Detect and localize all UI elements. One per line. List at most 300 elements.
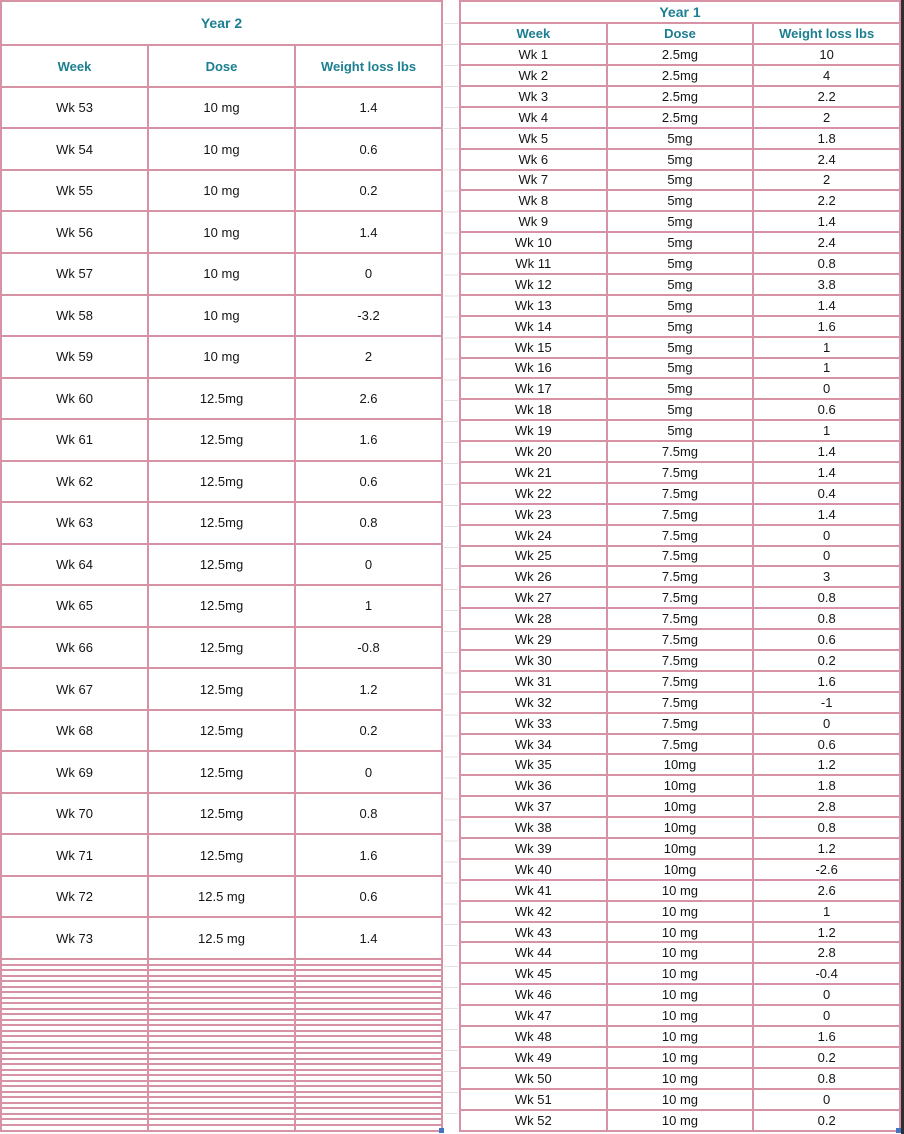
table-cell[interactable]: 2.2 bbox=[753, 190, 900, 211]
table-cell[interactable]: Wk 14 bbox=[460, 316, 607, 337]
table-cell[interactable]: 7.5mg bbox=[607, 566, 754, 587]
table-row bbox=[1, 170, 442, 212]
table-cell[interactable]: 1.4 bbox=[295, 917, 442, 959]
table-row bbox=[460, 650, 900, 671]
table-row bbox=[460, 253, 900, 274]
table-cell[interactable]: 7.5mg bbox=[607, 713, 754, 734]
table-row bbox=[1, 378, 442, 420]
table-cell[interactable]: Wk 65 bbox=[1, 585, 148, 627]
table-title-row bbox=[460, 1, 900, 23]
table-cell[interactable]: 0.6 bbox=[753, 734, 900, 755]
table-cell[interactable]: Wk 62 bbox=[1, 461, 148, 503]
table-cell[interactable]: Wk 15 bbox=[460, 337, 607, 358]
table-cell[interactable]: Wk 64 bbox=[1, 544, 148, 586]
table-cell[interactable]: Wk 18 bbox=[460, 399, 607, 420]
table-row bbox=[1, 544, 442, 586]
table-row bbox=[1, 419, 442, 461]
table-row bbox=[460, 525, 900, 546]
table-cell[interactable]: 0 bbox=[753, 984, 900, 1005]
table-row bbox=[460, 901, 900, 922]
empty-table-cell[interactable] bbox=[295, 1125, 442, 1131]
column-header-cell[interactable]: Dose bbox=[148, 45, 295, 87]
table-cell[interactable]: 2.5mg bbox=[607, 44, 754, 65]
table-cell[interactable]: 5mg bbox=[607, 378, 754, 399]
table-cell[interactable]: 0 bbox=[753, 1089, 900, 1110]
table-cell[interactable]: 12.5mg bbox=[148, 502, 295, 544]
table-title-row bbox=[1, 1, 442, 45]
table-cell[interactable]: 1.4 bbox=[753, 441, 900, 462]
table-cell[interactable]: 0.2 bbox=[295, 710, 442, 752]
table-row bbox=[460, 44, 900, 65]
table-row bbox=[460, 859, 900, 880]
table-cell[interactable]: Wk 22 bbox=[460, 483, 607, 504]
table-cell[interactable]: 0 bbox=[753, 525, 900, 546]
table-cell[interactable]: Wk 68 bbox=[1, 710, 148, 752]
table-cell[interactable]: 7.5mg bbox=[607, 692, 754, 713]
table-row bbox=[460, 922, 900, 943]
table-cell[interactable]: 2.5mg bbox=[607, 65, 754, 86]
table-cell[interactable]: Wk 4 bbox=[460, 107, 607, 128]
table-cell[interactable]: 5mg bbox=[607, 358, 754, 379]
table-row bbox=[460, 399, 900, 420]
table-row bbox=[1, 917, 442, 959]
table-row bbox=[460, 211, 900, 232]
table-cell[interactable]: 10 mg bbox=[607, 880, 754, 901]
table-cell[interactable]: 0 bbox=[295, 751, 442, 793]
column-header-cell[interactable]: Dose bbox=[607, 23, 754, 44]
table-row bbox=[460, 504, 900, 525]
table-cell[interactable]: 10 mg bbox=[607, 1110, 754, 1131]
table-cell[interactable]: 12.5mg bbox=[148, 793, 295, 835]
table-cell[interactable]: Wk 12 bbox=[460, 274, 607, 295]
table-cell[interactable]: 1.4 bbox=[753, 211, 900, 232]
table-cell[interactable]: Wk 35 bbox=[460, 754, 607, 775]
table-header-row bbox=[460, 23, 900, 44]
table-cell[interactable]: 1.6 bbox=[295, 419, 442, 461]
table-row bbox=[1, 128, 442, 170]
table-cell[interactable]: 0.4 bbox=[753, 483, 900, 504]
table-row bbox=[460, 358, 900, 379]
table-cell[interactable]: Wk 45 bbox=[460, 963, 607, 984]
sheet-gridlines bbox=[444, 3, 458, 1132]
table-row bbox=[1, 834, 442, 876]
table-cell[interactable]: 2.8 bbox=[753, 796, 900, 817]
table-cell[interactable]: 12.5mg bbox=[148, 668, 295, 710]
table-cell[interactable]: -0.4 bbox=[753, 963, 900, 984]
table-cell[interactable]: Wk 8 bbox=[460, 190, 607, 211]
table-cell[interactable]: Wk 49 bbox=[460, 1047, 607, 1068]
table-cell[interactable]: Wk 2 bbox=[460, 65, 607, 86]
table-header-row bbox=[1, 45, 442, 87]
table-cell[interactable]: Wk 26 bbox=[460, 566, 607, 587]
table-cell[interactable]: Wk 17 bbox=[460, 378, 607, 399]
table-cell[interactable]: 5mg bbox=[607, 232, 754, 253]
table-cell[interactable]: 5mg bbox=[607, 170, 754, 191]
table-cell[interactable]: 10 mg bbox=[607, 963, 754, 984]
table-cell[interactable]: Wk 36 bbox=[460, 775, 607, 796]
table-cell[interactable]: Wk 70 bbox=[1, 793, 148, 835]
empty-table-row bbox=[1, 1125, 442, 1131]
table-cell[interactable]: Wk 67 bbox=[1, 668, 148, 710]
table-row bbox=[460, 1026, 900, 1047]
table-cell[interactable]: Wk 44 bbox=[460, 942, 607, 963]
table-cell[interactable]: 2.6 bbox=[753, 880, 900, 901]
table-cell[interactable]: 5mg bbox=[607, 253, 754, 274]
table-row bbox=[460, 692, 900, 713]
table-cell[interactable]: 10 mg bbox=[148, 336, 295, 378]
table-cell[interactable]: 1 bbox=[753, 358, 900, 379]
table-cell[interactable]: 1.4 bbox=[753, 504, 900, 525]
column-header-cell[interactable]: Week bbox=[1, 45, 148, 87]
table-cell[interactable]: 10 mg bbox=[148, 211, 295, 253]
table-row bbox=[460, 1068, 900, 1089]
table-cell[interactable]: Wk 33 bbox=[460, 713, 607, 734]
table-cell[interactable]: 10mg bbox=[607, 838, 754, 859]
table-cell[interactable]: Wk 16 bbox=[460, 358, 607, 379]
table-cell[interactable]: -0.8 bbox=[295, 627, 442, 669]
table-cell[interactable]: Wk 73 bbox=[1, 917, 148, 959]
table-cell[interactable]: 12.5 mg bbox=[148, 876, 295, 918]
table-cell[interactable]: 12.5mg bbox=[148, 627, 295, 669]
table-cell[interactable]: 2 bbox=[753, 107, 900, 128]
table-cell[interactable]: Wk 48 bbox=[460, 1026, 607, 1047]
table-cell[interactable]: Wk 37 bbox=[460, 796, 607, 817]
table-cell[interactable]: 0.2 bbox=[753, 1110, 900, 1131]
table-cell[interactable]: 7.5mg bbox=[607, 504, 754, 525]
table-cell[interactable]: 7.5mg bbox=[607, 441, 754, 462]
table-cell[interactable]: 5mg bbox=[607, 274, 754, 295]
table-cell[interactable]: 10 mg bbox=[148, 253, 295, 295]
table-row bbox=[460, 420, 900, 441]
table-cell[interactable]: 2.4 bbox=[753, 149, 900, 170]
empty-table-cell[interactable] bbox=[1, 1125, 148, 1131]
table-cell[interactable]: 12.5mg bbox=[148, 378, 295, 420]
table-cell[interactable]: 10 mg bbox=[607, 1047, 754, 1068]
table-cell[interactable]: 0.8 bbox=[295, 502, 442, 544]
table-cell[interactable]: Wk 3 bbox=[460, 86, 607, 107]
table-row bbox=[460, 587, 900, 608]
table-cell[interactable]: 1 bbox=[295, 585, 442, 627]
table-cell[interactable]: Wk 47 bbox=[460, 1005, 607, 1026]
table-row bbox=[460, 963, 900, 984]
table-cell[interactable]: Wk 5 bbox=[460, 128, 607, 149]
table-cell[interactable]: 5mg bbox=[607, 211, 754, 232]
table-cell[interactable]: 1 bbox=[753, 337, 900, 358]
table-cell[interactable]: 1.4 bbox=[295, 211, 442, 253]
table-row bbox=[460, 754, 900, 775]
table-row bbox=[460, 713, 900, 734]
table-cell[interactable]: Wk 72 bbox=[1, 876, 148, 918]
table-cell[interactable]: Wk 38 bbox=[460, 817, 607, 838]
table-row bbox=[460, 1110, 900, 1131]
table-cell[interactable]: 4 bbox=[753, 65, 900, 86]
table-cell[interactable]: 1 bbox=[753, 901, 900, 922]
table-cell[interactable]: 1.6 bbox=[753, 1026, 900, 1047]
table-cell[interactable]: Wk 23 bbox=[460, 504, 607, 525]
table-cell[interactable]: 0.2 bbox=[753, 1047, 900, 1068]
table-cell[interactable]: 10 mg bbox=[148, 87, 295, 129]
table-row bbox=[460, 462, 900, 483]
table-cell[interactable]: 0 bbox=[753, 378, 900, 399]
table-row bbox=[460, 880, 900, 901]
table-cell[interactable]: 7.5mg bbox=[607, 734, 754, 755]
table-cell[interactable]: Wk 1 bbox=[460, 44, 607, 65]
table-row bbox=[460, 86, 900, 107]
table-cell[interactable]: Wk 50 bbox=[460, 1068, 607, 1089]
table-row bbox=[1, 876, 442, 918]
table-cell[interactable]: 5mg bbox=[607, 190, 754, 211]
table-cell[interactable]: 5mg bbox=[607, 149, 754, 170]
table-row bbox=[460, 107, 900, 128]
table-cell[interactable]: 0.6 bbox=[295, 461, 442, 503]
table-cell[interactable]: 10 mg bbox=[607, 922, 754, 943]
table-cell[interactable]: 7.5mg bbox=[607, 650, 754, 671]
table-cell[interactable]: 1.2 bbox=[753, 922, 900, 943]
table-cell[interactable]: Wk 43 bbox=[460, 922, 607, 943]
table-cell[interactable]: 5mg bbox=[607, 128, 754, 149]
table-cell[interactable]: Wk 31 bbox=[460, 671, 607, 692]
table-cell[interactable]: 12.5mg bbox=[148, 419, 295, 461]
table-cell[interactable]: Wk 13 bbox=[460, 295, 607, 316]
table-row bbox=[1, 336, 442, 378]
table-cell[interactable]: Wk 57 bbox=[1, 253, 148, 295]
table-cell[interactable]: 0.8 bbox=[753, 608, 900, 629]
table-cell[interactable]: 10 mg bbox=[607, 984, 754, 1005]
table-cell[interactable]: Wk 46 bbox=[460, 984, 607, 1005]
table-cell[interactable]: 10 mg bbox=[607, 901, 754, 922]
table-cell[interactable]: Wk 52 bbox=[460, 1110, 607, 1131]
table-row bbox=[460, 378, 900, 399]
table-cell[interactable]: 2.8 bbox=[753, 942, 900, 963]
table-cell[interactable]: 0 bbox=[753, 1005, 900, 1026]
table-cell[interactable]: Wk 69 bbox=[1, 751, 148, 793]
table-cell[interactable]: Wk 10 bbox=[460, 232, 607, 253]
table-cell[interactable]: 2.4 bbox=[753, 232, 900, 253]
table-cell[interactable]: 2.5mg bbox=[607, 107, 754, 128]
table-cell[interactable]: 0.8 bbox=[753, 587, 900, 608]
table-row bbox=[460, 546, 900, 567]
table-row bbox=[460, 170, 900, 191]
column-header-cell[interactable]: Weight loss lbs bbox=[295, 45, 442, 87]
table-cell[interactable]: 1.6 bbox=[753, 316, 900, 337]
table-cell[interactable]: 10 mg bbox=[148, 128, 295, 170]
table-row bbox=[1, 502, 442, 544]
table-cell[interactable]: 7.5mg bbox=[607, 629, 754, 650]
table-cell[interactable]: 0.8 bbox=[753, 817, 900, 838]
table-cell[interactable]: 2.5mg bbox=[607, 86, 754, 107]
table-row bbox=[1, 295, 442, 337]
table-cell[interactable]: 2 bbox=[753, 170, 900, 191]
table-cell[interactable]: Wk 34 bbox=[460, 734, 607, 755]
table-cell[interactable]: 5mg bbox=[607, 399, 754, 420]
empty-table-cell[interactable] bbox=[148, 1125, 295, 1131]
table-row bbox=[460, 629, 900, 650]
table-cell[interactable]: 10 mg bbox=[607, 1068, 754, 1089]
table-cell[interactable]: 12.5mg bbox=[148, 710, 295, 752]
table-cell[interactable]: Wk 53 bbox=[1, 87, 148, 129]
table-row bbox=[460, 441, 900, 462]
table-row bbox=[460, 65, 900, 86]
table-cell[interactable]: 12.5 mg bbox=[148, 917, 295, 959]
table-row bbox=[1, 87, 442, 129]
table-cell[interactable]: Wk 59 bbox=[1, 336, 148, 378]
table-cell[interactable]: Wk 42 bbox=[460, 901, 607, 922]
table-cell[interactable]: Wk 29 bbox=[460, 629, 607, 650]
table-cell[interactable]: 1 bbox=[753, 420, 900, 441]
table-cell[interactable]: 1.6 bbox=[295, 834, 442, 876]
table-cell[interactable]: 0.6 bbox=[753, 629, 900, 650]
table-cell[interactable]: 12.5mg bbox=[148, 461, 295, 503]
table-cell[interactable]: 0.8 bbox=[753, 253, 900, 274]
table-cell[interactable]: -3.2 bbox=[295, 295, 442, 337]
table-row bbox=[460, 1047, 900, 1068]
table-cell[interactable]: 10mg bbox=[607, 817, 754, 838]
table-cell[interactable]: 10mg bbox=[607, 754, 754, 775]
table-cell[interactable]: Wk 19 bbox=[460, 420, 607, 441]
table-cell[interactable]: Wk 39 bbox=[460, 838, 607, 859]
table-cell[interactable]: Wk 11 bbox=[460, 253, 607, 274]
table-cell[interactable]: 2 bbox=[295, 336, 442, 378]
table-cell[interactable]: Wk 40 bbox=[460, 859, 607, 880]
table-cell[interactable]: 0.2 bbox=[753, 650, 900, 671]
table-cell[interactable]: 12.5mg bbox=[148, 544, 295, 586]
table-cell[interactable]: 3 bbox=[753, 566, 900, 587]
table-cell[interactable]: 5mg bbox=[607, 420, 754, 441]
table-cell[interactable]: Wk 63 bbox=[1, 502, 148, 544]
table-cell[interactable]: 10 mg bbox=[607, 942, 754, 963]
table-cell[interactable]: 1.8 bbox=[753, 775, 900, 796]
table-row bbox=[460, 190, 900, 211]
table-cell[interactable]: Wk 55 bbox=[1, 170, 148, 212]
table-cell[interactable]: 1.4 bbox=[753, 295, 900, 316]
table-cell[interactable]: Wk 30 bbox=[460, 650, 607, 671]
table-cell[interactable]: Wk 61 bbox=[1, 419, 148, 461]
table-cell[interactable]: 0.8 bbox=[295, 793, 442, 835]
table-cell[interactable]: Wk 51 bbox=[460, 1089, 607, 1110]
table-cell[interactable]: 12.5mg bbox=[148, 585, 295, 627]
table-cell[interactable]: 2.6 bbox=[295, 378, 442, 420]
table-row bbox=[460, 149, 900, 170]
fill-handle-year2-table[interactable] bbox=[439, 1128, 444, 1133]
table-cell[interactable]: 0.6 bbox=[295, 876, 442, 918]
table-title-cell[interactable]: Year 1 bbox=[460, 1, 900, 23]
table-cell[interactable]: Wk 54 bbox=[1, 128, 148, 170]
table-row bbox=[1, 751, 442, 793]
table-cell[interactable]: 1.6 bbox=[753, 671, 900, 692]
table-cell[interactable]: 7.5mg bbox=[607, 525, 754, 546]
column-header-cell[interactable]: Week bbox=[460, 23, 607, 44]
table-cell[interactable]: -2.6 bbox=[753, 859, 900, 880]
table-row bbox=[460, 942, 900, 963]
table-row bbox=[1, 253, 442, 295]
table-cell[interactable]: 7.5mg bbox=[607, 587, 754, 608]
table-cell[interactable]: 7.5mg bbox=[607, 671, 754, 692]
table-cell[interactable]: 0.2 bbox=[295, 170, 442, 212]
table-cell[interactable]: 0.6 bbox=[753, 399, 900, 420]
table-cell[interactable]: 0.8 bbox=[753, 1068, 900, 1089]
table-cell[interactable]: 10 mg bbox=[148, 295, 295, 337]
table-cell[interactable]: Wk 6 bbox=[460, 149, 607, 170]
table-cell[interactable]: Wk 41 bbox=[460, 880, 607, 901]
table-cell[interactable]: 10 mg bbox=[607, 1089, 754, 1110]
table-row bbox=[1, 461, 442, 503]
table-cell[interactable]: 0 bbox=[295, 253, 442, 295]
table-cell[interactable]: 10 bbox=[753, 44, 900, 65]
table-cell[interactable]: 12.5mg bbox=[148, 834, 295, 876]
table-row bbox=[460, 671, 900, 692]
table-cell[interactable]: 10mg bbox=[607, 775, 754, 796]
table-row bbox=[460, 483, 900, 504]
table-cell[interactable]: 10mg bbox=[607, 859, 754, 880]
table-cell[interactable]: Wk 20 bbox=[460, 441, 607, 462]
table-cell[interactable]: Wk 24 bbox=[460, 525, 607, 546]
table-cell[interactable]: 7.5mg bbox=[607, 462, 754, 483]
table-cell[interactable]: 7.5mg bbox=[607, 546, 754, 567]
table-cell[interactable]: Wk 21 bbox=[460, 462, 607, 483]
table-row bbox=[460, 337, 900, 358]
table-cell[interactable]: 1.2 bbox=[753, 754, 900, 775]
table-cell[interactable]: Wk 60 bbox=[1, 378, 148, 420]
table-cell[interactable]: 1.2 bbox=[753, 838, 900, 859]
table-cell[interactable]: 10 mg bbox=[148, 170, 295, 212]
table-cell[interactable]: Wk 25 bbox=[460, 546, 607, 567]
table-cell[interactable]: 1.4 bbox=[295, 87, 442, 129]
table-cell[interactable]: Wk 28 bbox=[460, 608, 607, 629]
table-cell[interactable]: 10 mg bbox=[607, 1005, 754, 1026]
table-cell[interactable]: 0 bbox=[295, 544, 442, 586]
table-cell[interactable]: Wk 71 bbox=[1, 834, 148, 876]
table-cell[interactable]: 7.5mg bbox=[607, 608, 754, 629]
table-cell[interactable]: Wk 32 bbox=[460, 692, 607, 713]
table-cell[interactable]: Wk 9 bbox=[460, 211, 607, 232]
table-cell[interactable]: 0 bbox=[753, 546, 900, 567]
table-cell[interactable]: 1.2 bbox=[295, 668, 442, 710]
table-cell[interactable]: 5mg bbox=[607, 316, 754, 337]
table-row bbox=[460, 984, 900, 1005]
table-cell[interactable]: 0.6 bbox=[295, 128, 442, 170]
table-row bbox=[1, 710, 442, 752]
table-row bbox=[460, 608, 900, 629]
table-row bbox=[1, 793, 442, 835]
table-cell[interactable]: Wk 58 bbox=[1, 295, 148, 337]
table-row bbox=[460, 796, 900, 817]
table-cell[interactable]: 2.2 bbox=[753, 86, 900, 107]
table-cell[interactable]: 10mg bbox=[607, 796, 754, 817]
table-cell[interactable]: 10 mg bbox=[607, 1026, 754, 1047]
table-cell[interactable]: Wk 27 bbox=[460, 587, 607, 608]
table-cell[interactable]: 7.5mg bbox=[607, 483, 754, 504]
table-cell[interactable]: 1.8 bbox=[753, 128, 900, 149]
table-cell[interactable]: Wk 7 bbox=[460, 170, 607, 191]
fill-handle-year1-table[interactable] bbox=[896, 1128, 901, 1133]
table-cell[interactable]: 0 bbox=[753, 713, 900, 734]
table-row bbox=[460, 128, 900, 149]
table-row bbox=[460, 775, 900, 796]
table-cell[interactable]: Wk 66 bbox=[1, 627, 148, 669]
table-row bbox=[460, 274, 900, 295]
table-cell[interactable]: -1 bbox=[753, 692, 900, 713]
table-row bbox=[1, 627, 442, 669]
table-cell[interactable]: 1.4 bbox=[753, 462, 900, 483]
table-title-cell[interactable]: Year 2 bbox=[1, 1, 442, 45]
table-cell[interactable]: 5mg bbox=[607, 337, 754, 358]
table-cell[interactable]: 3.8 bbox=[753, 274, 900, 295]
table-cell[interactable]: 12.5mg bbox=[148, 751, 295, 793]
table-cell[interactable]: Wk 56 bbox=[1, 211, 148, 253]
table-cell[interactable]: 5mg bbox=[607, 295, 754, 316]
table-row bbox=[1, 211, 442, 253]
column-header-cell[interactable]: Weight loss lbs bbox=[753, 23, 900, 44]
